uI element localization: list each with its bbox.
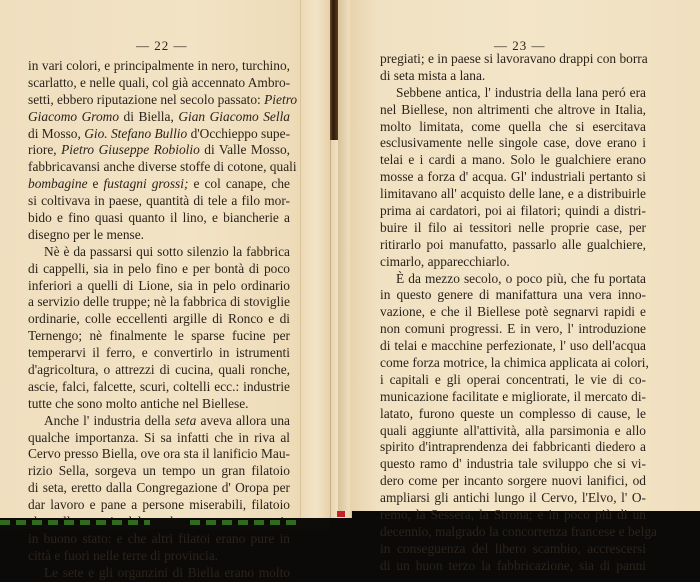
book-spine	[330, 0, 338, 140]
text-line	[28, 379, 290, 396]
text-run: in vari colori, e principalmente in nero, turchino,	[28, 58, 290, 73]
italic-text: Giacomo Gromo	[28, 108, 120, 124]
text-run: limitavano all' acquisto delle lane, e a distribuirle	[380, 186, 646, 202]
text-line	[28, 311, 290, 328]
text-line	[28, 480, 290, 497]
text-run: latato, furono queste un complesso di cause, le	[380, 405, 646, 421]
text-line	[380, 523, 657, 541]
text-run: spirito d'intraprendenza dei fabbricanti diedero a	[380, 439, 646, 455]
right-page-text	[380, 51, 657, 575]
text-run: non comuni progressi. E in vero, l' introduzione	[380, 321, 646, 337]
text-line	[380, 287, 646, 304]
right-page	[350, 0, 700, 573]
text-run: dar lavoro e pane a persone miserabili, filatoio	[28, 497, 290, 513]
red-ribbon-mark	[337, 511, 345, 517]
text-line	[380, 439, 646, 456]
text-run: nel Biellese, non altrimenti che altrove in Italia,	[380, 101, 646, 117]
text-run: ritirarlo poi manufatto, passarlo alle gualchiere,	[380, 236, 646, 252]
text-run: in conseguenza del libero scambio, accrescersi	[380, 540, 646, 556]
text-line	[28, 58, 290, 75]
text-run: prima ai cardatori, poi ai filatori; quindi a distri-	[380, 203, 646, 219]
text-run: scarlatto, e nelle quali, col già accennato Ambro-	[28, 74, 291, 90]
text-line	[28, 278, 290, 295]
text-line	[28, 328, 290, 345]
text-run: di Mosso,	[28, 125, 85, 141]
text-line	[380, 186, 646, 203]
text-run: dero come per incanto sorgere nuovi lanifici, od	[380, 473, 646, 489]
text-line	[28, 497, 290, 514]
text-run: di cappelli, sia in pelo fino e per bontà di poco	[28, 260, 290, 276]
text-run: di seta, eretto dalla Congregazione d' Oropa per	[28, 480, 290, 496]
text-run: di Valle Mosso,	[199, 142, 290, 158]
text-line	[380, 85, 646, 102]
page-number: — 23 —	[494, 38, 546, 53]
text-run: Sebbene antica, l' industria della lana peró era	[396, 84, 646, 100]
text-run: bido e fino quasi quanto il lino, e biancherie a	[28, 210, 290, 226]
text-line	[380, 456, 646, 473]
text-line	[380, 338, 646, 355]
text-line	[28, 362, 290, 379]
gutter-shadow	[338, 0, 350, 511]
text-line	[28, 413, 290, 430]
page-edge-flap	[300, 0, 331, 518]
text-run: si coltivava in paese, quantità di tele a filo mor-	[28, 193, 290, 209]
text-run: setti, ebbero riputazione nel secolo passato:	[28, 91, 265, 107]
text-line	[380, 254, 646, 271]
text-run: ascie, falci, falcette, scuri, coltelli ecc.: industrie	[28, 378, 290, 394]
text-run: Ternengo; nè finalmente le sparse fucine per	[28, 328, 290, 344]
text-run: vazione, e che il Biellese potè segnarvi rapidi e	[380, 304, 646, 320]
text-line	[380, 271, 646, 288]
text-line	[380, 102, 646, 119]
text-run: pregiati; e in paese si lavoravano drappi con borra	[380, 51, 648, 66]
text-run: remo, la Sessera, la Strona; e in poco più di un	[380, 507, 646, 523]
text-line	[380, 304, 646, 321]
text-line	[380, 558, 646, 575]
italic-text: seta	[174, 412, 197, 428]
text-run: fabbricavansi anche diverse stoffe di cotone, quali	[28, 159, 297, 175]
text-run: in questo genere di manifattura una vera inno-	[380, 287, 646, 303]
text-line	[380, 541, 646, 558]
italic-text: Pietro	[264, 91, 298, 107]
text-line	[380, 68, 646, 85]
text-line	[380, 372, 646, 389]
text-line	[380, 152, 646, 169]
text-line	[28, 446, 290, 463]
text-line	[380, 237, 646, 254]
text-run: d'agricoltura, o attrezzi di cucina, quali ronche,	[28, 362, 290, 378]
text-run: mosse a forza d' acqua. Gl' industriali pertanto si	[380, 169, 646, 185]
italic-text: fustagni grossi;	[103, 176, 189, 192]
text-line	[380, 507, 646, 524]
text-run: ordinarie, colle eccellenti argille di Ronco e di	[28, 311, 290, 327]
text-run: temperarvi il ferro, e convertirlo in istrumenti	[28, 345, 290, 361]
text-line	[380, 423, 646, 440]
text-line	[380, 406, 646, 423]
text-line	[28, 531, 290, 548]
text-run: tutte che sono molto antiche nel Biellese.	[28, 395, 249, 411]
text-line	[380, 490, 646, 507]
text-line	[28, 159, 297, 176]
text-run: inferiori a quelli di Lione, sia in pelo ordinario	[28, 277, 290, 293]
left-page	[0, 0, 322, 580]
text-line	[28, 75, 290, 92]
text-run: riore,	[28, 142, 62, 158]
text-line	[28, 109, 290, 126]
text-line	[28, 227, 290, 244]
text-line	[380, 203, 646, 220]
text-run: qualche importanza. Si sa infatti che in riva al	[28, 429, 290, 445]
text-run: municazione facilitate e migliorate, il mercato di-	[380, 388, 646, 404]
text-line	[380, 473, 646, 490]
text-run: d'Occhieppo supe-	[187, 125, 291, 141]
text-line	[28, 142, 290, 159]
text-run: e col canape, che	[188, 176, 290, 192]
text-line	[380, 321, 646, 338]
text-run: telai e i cardi a mano. Solo le gualchiere erano	[380, 152, 646, 168]
left-page-text	[28, 58, 298, 582]
text-line	[28, 193, 290, 210]
text-line	[380, 51, 646, 68]
text-line	[28, 430, 290, 447]
text-line	[380, 169, 646, 186]
text-run: Nè è da passarsi qui sotto silenzio la fabbrica	[44, 243, 290, 259]
text-run: quali aggiunte all'attività, alla parsimonia e allo	[380, 422, 646, 438]
text-line	[28, 176, 290, 193]
text-run: i capitali e gli operai concentrati, le vie di co-	[380, 371, 646, 387]
text-line	[380, 220, 646, 237]
text-run: di seta mista a lana.	[380, 67, 486, 83]
italic-text: bombagine	[28, 176, 88, 192]
text-line	[28, 261, 290, 278]
text-run: cimarlo, apparecchiarlo.	[380, 253, 510, 269]
text-run: È da mezzo secolo, o poco più, che fu portata	[396, 270, 646, 286]
text-line	[28, 91, 298, 109]
decorative-edge-print	[0, 520, 150, 525]
text-run: a servizio delle truppe; nè la fabbrica di stoviglie	[28, 294, 290, 310]
text-run: di telai e macchine perfezionate, l' uso dell'acqua	[380, 338, 646, 354]
text-run: e	[87, 176, 104, 192]
text-line	[380, 119, 646, 136]
text-line	[28, 244, 290, 261]
decorative-edge-print	[190, 520, 300, 525]
text-run: come forza motrice, la chimica applicata ai colori,	[380, 355, 649, 371]
text-run: di un buon terzo la fabbricazione, sia di panni	[380, 557, 646, 573]
text-line	[28, 345, 290, 362]
text-run: Cervo presso Biella, ove ora sta il lanificio Mau-	[28, 446, 290, 462]
text-run: di Biella,	[119, 108, 179, 124]
text-run: ampliarsi gli antichi lungo il Cervo, l'Elvo, l' O-	[380, 490, 646, 506]
text-line	[380, 355, 649, 372]
text-line	[28, 548, 290, 565]
italic-text: Gio. Stefano Bullio	[84, 125, 188, 141]
text-line	[28, 294, 290, 311]
text-run: Le sete e gli organzini di Biella erano molto	[44, 564, 290, 580]
text-line	[28, 565, 290, 582]
text-run: buire il filo ai tessitori nelle proprie case, per	[380, 219, 646, 235]
italic-text: Gian Giacomo Sella	[178, 108, 290, 124]
text-line	[380, 389, 646, 406]
text-run: Anche l' industria della	[44, 412, 175, 428]
text-line	[28, 463, 290, 480]
text-line	[28, 126, 290, 143]
text-run: disegno per le mense.	[28, 226, 145, 242]
text-line	[28, 210, 290, 227]
text-run: in buono stato: e che altri filatoi erano pure in	[28, 530, 290, 546]
italic-text: Pietro Giuseppe Robiolio	[61, 142, 200, 158]
text-run: aveva allora una	[196, 412, 290, 428]
page-number: — 22 —	[136, 38, 188, 53]
text-run: decennio, malgrado la concorrenza francese e belga	[380, 523, 657, 539]
text-run: questo ramo d' industria tale sviluppo che si vi-	[380, 456, 646, 472]
text-line	[28, 396, 290, 413]
text-run: molto limitata, come quella che si esercitava	[380, 118, 646, 134]
text-run: esclusivamente nelle singole case, dove erano i	[380, 135, 646, 151]
text-run: città e fuori nelle terre di provincia.	[28, 547, 218, 563]
text-line	[380, 135, 646, 152]
text-run: rizio Sella, sorgeva un tempo un gran filatoio	[28, 463, 290, 479]
